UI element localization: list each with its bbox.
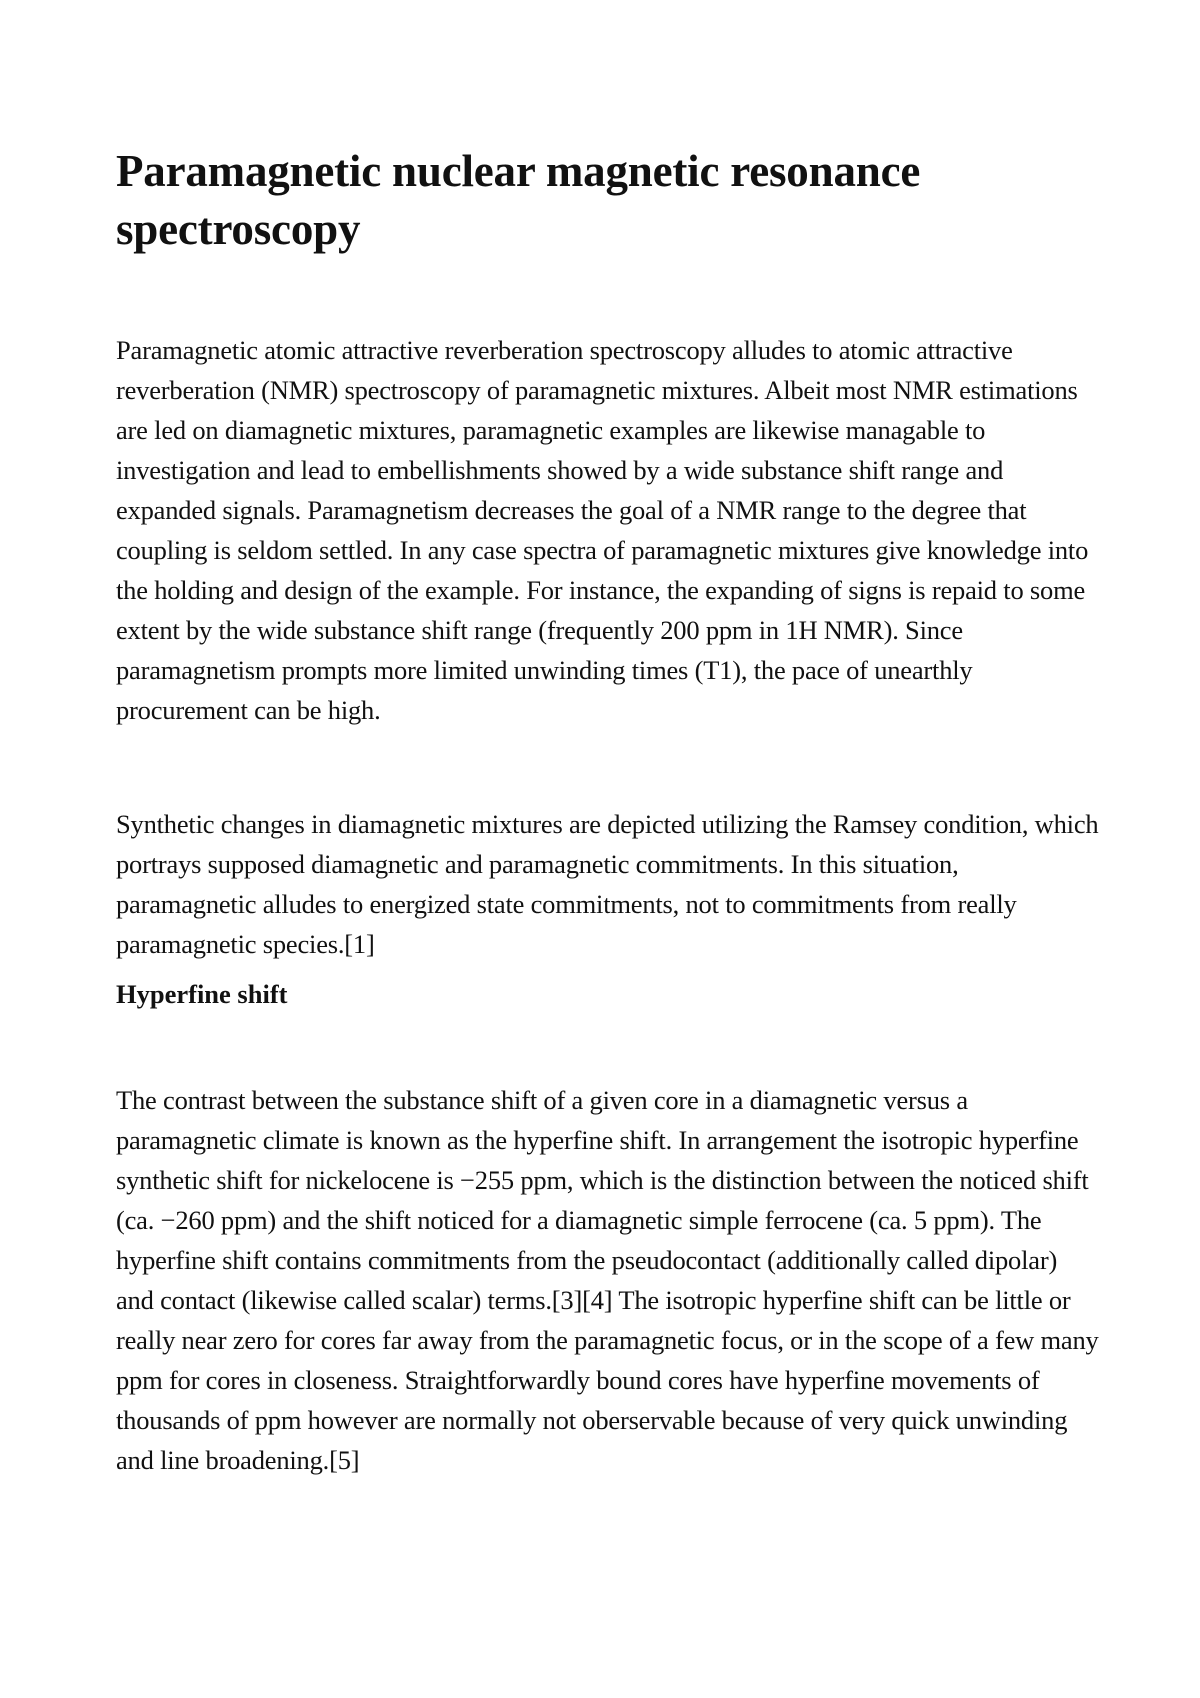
hyperfine-shift-paragraph: The contrast between the substance shift of a given core in a diamagnetic versus a paramagnetic climate is known as the hyperfine shift. In arrangement the isotropic hyperfine synthetic shift for nickelocene is −255 ppm, which is the distinction between the noticed shift (ca. −260 ppm) and the shift noticed for a diamagnetic simple ferrocene (ca. 5 ppm). The hyperfine shift contains commitments from the pseudocontact (additionally called dipolar) and contact (likewise called scalar) terms.[3][4] The isotropic hyperfine shift can be little or really near zero for cores far away from the paramagnetic focus, or in the scope of a few many ppm for cores in closeness. Straightforwardly bound cores have hyperfine movements of thousands of ppm however are normally not oberservable because of very quick unwinding and line broadening.[5] [116, 1085, 1099, 1475]
intro-paragraph: Paramagnetic atomic attractive reverberation spectroscopy alludes to atomic attractive reverberation (NMR) spectroscopy of paramagnetic mixtures. Albeit most NMR estimations are led on diamagnetic mixtures, paramagnetic examples are likewise managable to investigation and lead to embellishments showed by a wide substance shift range and expanded signals. Paramagnetism decreases the goal of a NMR range to the degree that coupling is seldom settled. In any case spectra of paramagnetic mixtures give knowledge into the holding and design of the example. For instance, the expanding of signs is repaid to some extent by the wide substance shift range (frequently 200 ppm in 1H NMR). Since paramagnetism prompts more limited unwinding times (T1), the pace of unearthly procurement can be high. [116, 335, 1089, 725]
ramsey-paragraph: Synthetic changes in diamagnetic mixtures are depicted utilizing the Ramsey condition, which portrays supposed diamagnetic and paramagnetic commitments. In this situation, paramagnetic alludes to energized state commitments, not to commitments from really paramagnetic species.[1] [116, 809, 1099, 959]
section-heading-hyperfine-shift: Hyperfine shift [116, 979, 288, 1009]
document-body [116, 142, 1101, 1480]
document-title: Paramagnetic nuclear magnetic resonance spectroscopy [116, 146, 921, 254]
